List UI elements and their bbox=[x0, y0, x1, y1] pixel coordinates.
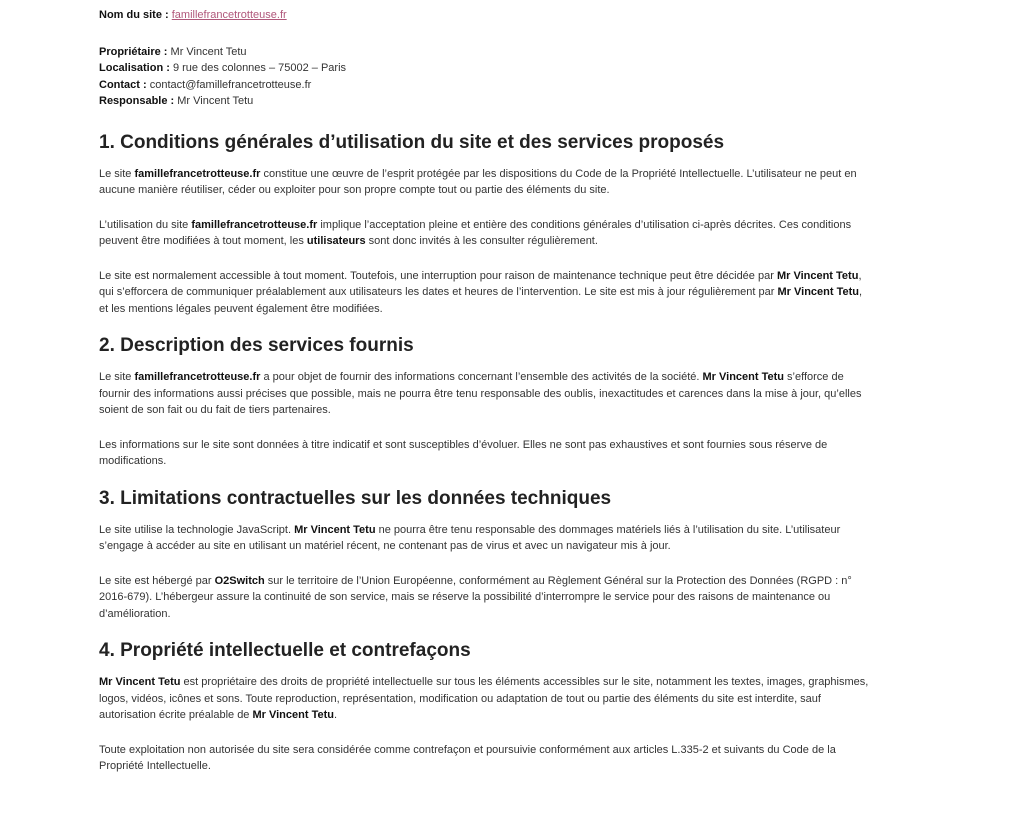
bold-text: Mr Vincent Tetu bbox=[99, 676, 181, 688]
text-span: Le site est normalement accessible à tout moment. Toutefois, une interruption pour raison de maintenance technique peut être décidée par bbox=[99, 269, 777, 282]
owner-value: Mr Vincent Tetu bbox=[170, 45, 247, 58]
text-span: Le site bbox=[99, 167, 135, 180]
legal-notice-content bbox=[99, 7, 871, 792]
section-title: 4. Propriété intellectuelle et contrefaçons bbox=[99, 640, 471, 661]
bold-text: Mr Vincent Tetu bbox=[702, 371, 784, 383]
section-paragraph bbox=[99, 742, 871, 775]
contact-line bbox=[99, 77, 871, 94]
text-span: L’utilisation du site bbox=[99, 218, 192, 231]
contact-value: contact@famillefrancetrotteuse.fr bbox=[149, 78, 312, 91]
text-span: Le site est hébergé par bbox=[99, 574, 215, 587]
text-span: implique l’acceptation pleine et entière des conditions générales d’utilisation ci-après décrites. Ces conditions peuvent être modifiées à tout moment, les bbox=[99, 218, 852, 247]
section-paragraph bbox=[99, 674, 871, 724]
text-span: , et les mentions légales peuvent également être modifiées. bbox=[99, 286, 863, 315]
bold-text: utilisateurs bbox=[306, 235, 366, 247]
text-span: Les informations sur le site sont données à titre indicatif et sont susceptibles d’évoluer. Elles ne sont pas exhaustives et sont fournies sous réserve de modifications. bbox=[99, 438, 828, 467]
section-title: 1. Conditions générales d’utilisation du site et des services proposés bbox=[99, 131, 725, 153]
section-paragraph bbox=[99, 166, 871, 199]
text-span: , qui s’efforcera de communiquer préalablement aux utilisateurs les dates et heures de l’intervention. Le site est mis à jour régulièrement par bbox=[99, 269, 862, 298]
site-name-label: Nom du site : bbox=[99, 9, 169, 21]
site-name-line bbox=[99, 7, 871, 24]
bold-text: Mr Vincent Tetu bbox=[294, 523, 376, 536]
bold-text: Mr Vincent Tetu bbox=[252, 709, 334, 721]
manager-value: Mr Vincent Tetu bbox=[177, 95, 254, 107]
section-services bbox=[99, 334, 871, 470]
text-span: s’efforce de fournir des informations aussi précises que possible, mais ne pourra être tenu responsable des oublis, inexactitudes et carences dans la mise à jour, qu’elles soient de son fait ou du fait de tiers partenaires. bbox=[99, 371, 862, 416]
manager-line bbox=[99, 93, 871, 110]
section-title: 3. Limitations contractuelles sur les données techniques bbox=[99, 487, 612, 509]
site-name-block bbox=[99, 7, 871, 24]
text-span: sont donc invités à les consulter régulièrement. bbox=[365, 235, 598, 247]
section-paragraph bbox=[99, 573, 871, 623]
bold-text: famillefrancetrotteuse.fr bbox=[191, 218, 318, 231]
text-span: . bbox=[333, 709, 338, 721]
owner-info-block bbox=[99, 44, 871, 110]
section-technical-limitations bbox=[99, 487, 871, 623]
bold-text: O2Switch bbox=[214, 574, 265, 587]
text-span: a pour objet de fournir des informations concernant l’ensemble des activités de la société. bbox=[260, 371, 703, 383]
site-name-link[interactable]: famillefrancetrotteuse.fr bbox=[171, 9, 287, 21]
section-paragraph bbox=[99, 522, 871, 555]
section-paragraph bbox=[99, 268, 871, 318]
owner-label: Propriétaire : bbox=[99, 45, 168, 58]
location-line bbox=[99, 60, 871, 77]
manager-label: Responsable : bbox=[99, 95, 175, 107]
bold-text: Mr Vincent Tetu bbox=[776, 269, 859, 282]
text-span: Le site bbox=[99, 371, 135, 383]
text-span: Toute exploitation non autorisée du site sera considérée comme contrefaçon et poursuivie conformément aux articles L.335-2 et suivants du Code de la Propriété Intellectuelle. bbox=[99, 743, 836, 772]
section-paragraph bbox=[99, 437, 871, 470]
location-label: Localisation : bbox=[99, 62, 170, 74]
text-span: sur le territoire de l’Union Européenne, conformément au Règlement Général sur la Protection des Données (RGPD : n° 2016-679). L’hébergeur assure la continuité de son service, mais se réserve la possibilité d’interrompre le service pour des raisons de maintenance ou d’amélioration. bbox=[99, 574, 852, 620]
section-intellectual-property bbox=[99, 639, 871, 775]
text-span: est propriétaire des droits de propriété intellectuelle sur tous les éléments accessibles sur le site, notamment les textes, images, graphismes, logos, vidéos, icônes et sons. Toute reproduction, représentation, modification ou adaptation de tout ou partie des éléments du site est interdite, sauf autorisation écrite préalable de bbox=[99, 676, 869, 721]
section-title: 2. Description des services fournis bbox=[99, 335, 414, 356]
bold-text: famillefrancetrotteuse.fr bbox=[134, 167, 261, 180]
text-span: constitue une œuvre de l’esprit protégée par les dispositions du Code de la Propriété Intellectuelle. L’utilisateur ne peut en aucune manière réutiliser, céder ou exploiter pour son propre compte tout ou partie des éléments du site. bbox=[99, 167, 857, 196]
contact-label: Contact : bbox=[99, 78, 147, 91]
location-value: 9 rue des colonnes – 75002 – Paris bbox=[172, 62, 347, 74]
section-paragraph bbox=[99, 369, 871, 419]
text-span: Le site utilise la technologie JavaScript. bbox=[99, 523, 295, 536]
bold-text: famillefrancetrotteuse.fr bbox=[134, 371, 261, 383]
section-paragraph bbox=[99, 217, 871, 250]
owner-line bbox=[99, 44, 871, 61]
text-span: ne pourra être tenu responsable des dommages matériels liés à l’utilisation du site. L’utilisateur s’engage à accéder au site en utilisant un matériel récent, ne contenant pas de virus et avec un navigateur mis à jour. bbox=[99, 523, 841, 552]
bold-text: Mr Vincent Tetu bbox=[777, 286, 859, 298]
section-conditions bbox=[99, 131, 871, 318]
